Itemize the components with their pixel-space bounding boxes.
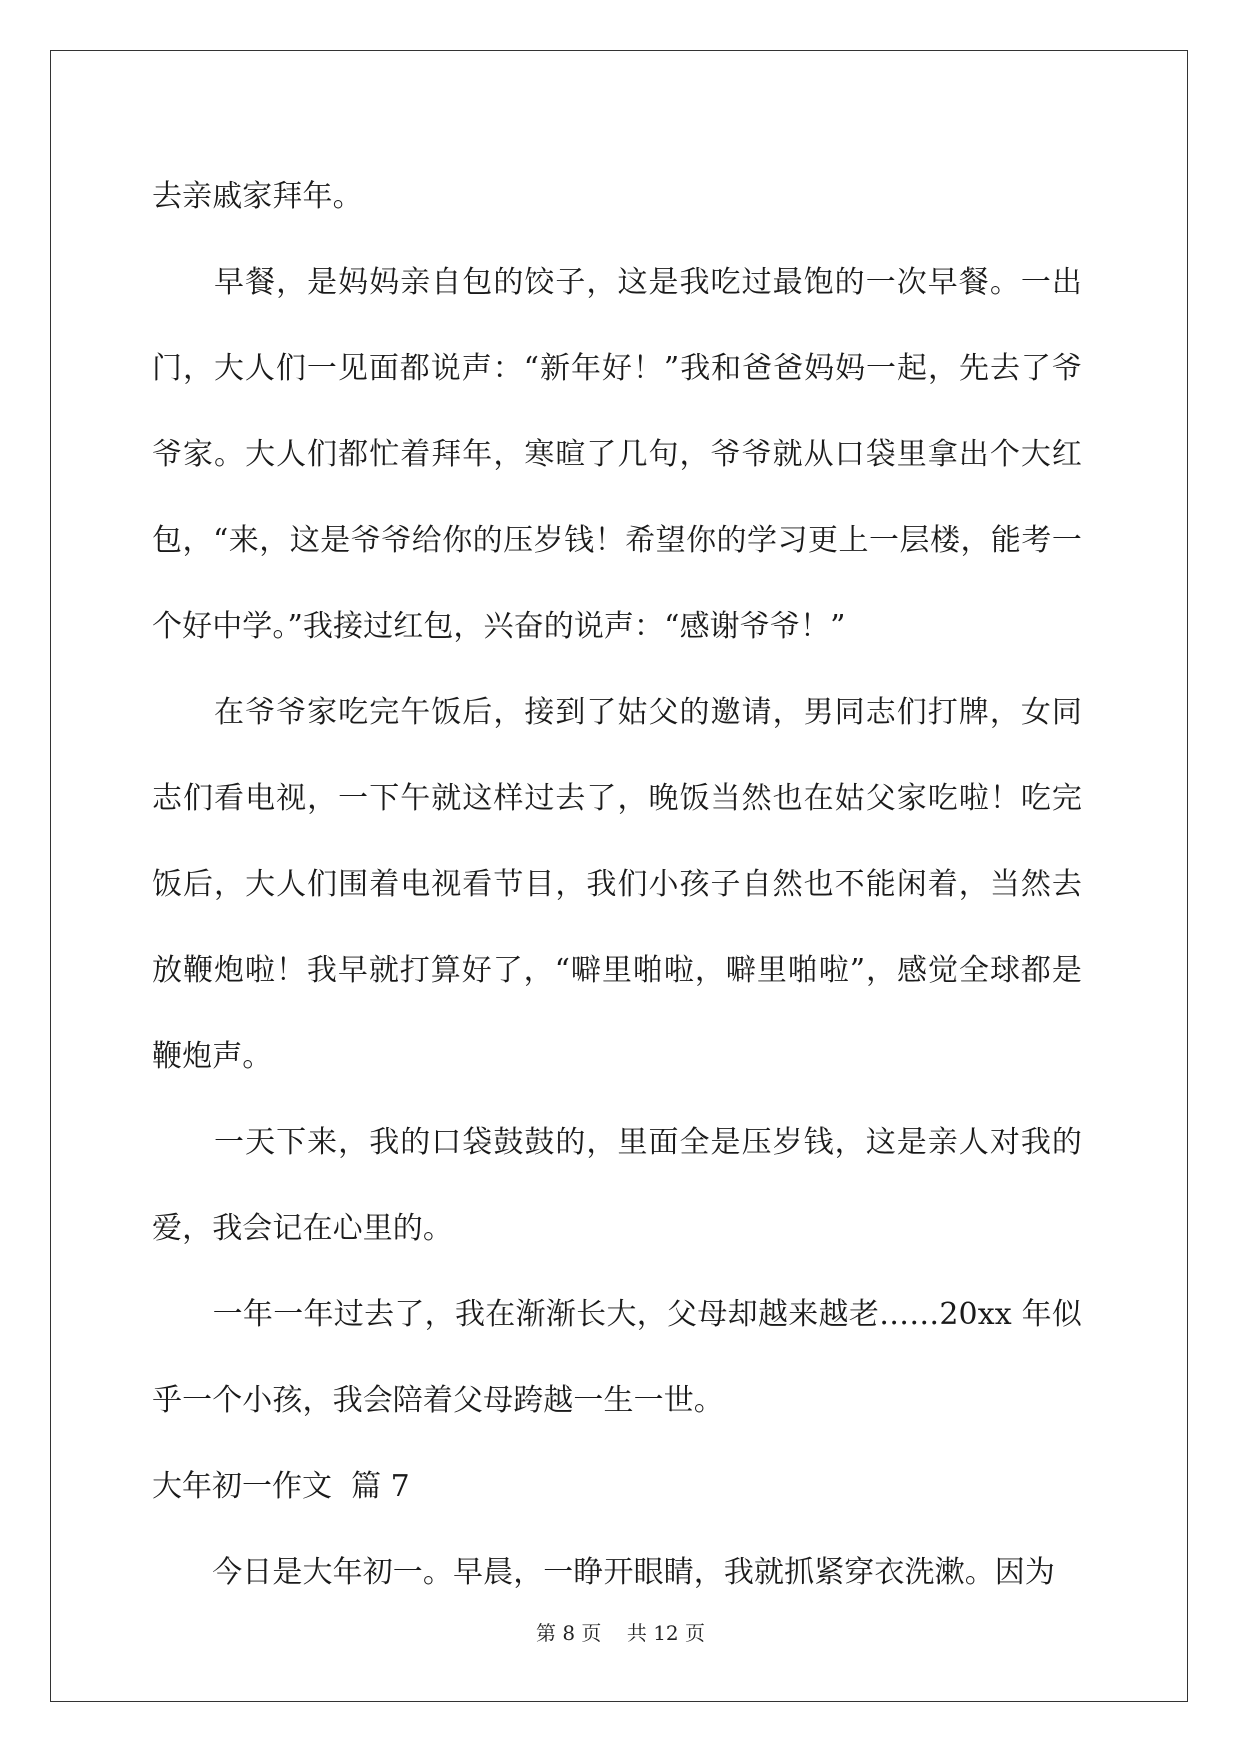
paragraph-1: 去亲戚家拜年。 <box>152 179 363 214</box>
document-body <box>152 154 1082 1616</box>
section-heading: 大年初一作文 篇 7 <box>152 1469 410 1504</box>
page-footer: 第 8 页 共 12 页 <box>535 1621 706 1645</box>
paragraph-6: 今日是大年初一。早晨，一睁开眼睛，我就抓紧穿衣洗漱。因为 <box>152 1555 1055 1590</box>
paragraph-4: 一天下来，我的口袋鼓鼓的，里面全是压岁钱，这是亲人对我的爱，我会记在心里的。 <box>152 1125 1082 1246</box>
paragraph-3: 在爷爷家吃完午饭后，接到了姑父的邀请，男同志们打牌，女同志们看电视，一下午就这样过去了，晚饭当然也在姑父家吃啦！吃完饭后，大人们围着电视看节目，我们小孩子自然也不能闲着，当然去放鞭炮啦！我早就打算好了，“噼里啪啦，噼里啪啦”，感觉全球都是鞭炮声。 <box>152 695 1082 1074</box>
paragraph-5: 一年一年过去了，我在渐渐长大，父母却越来越老……20xx 年似乎一个小孩，我会陪着父母跨越一生一世。 <box>152 1297 1082 1418</box>
paragraph-2: 早餐，是妈妈亲自包的饺子，这是我吃过最饱的一次早餐。一出门，大人们一见面都说声：“新年好！”我和爸爸妈妈一起，先去了爷爷家。大人们都忙着拜年，寒暄了几句，爷爷就从口袋里拿出个大红包，“来，这是爷爷给你的压岁钱！希望你的学习更上一层楼，能考一个好中学。”我接过红包，兴奋的说声：“感谢爷爷！” <box>152 265 1082 644</box>
